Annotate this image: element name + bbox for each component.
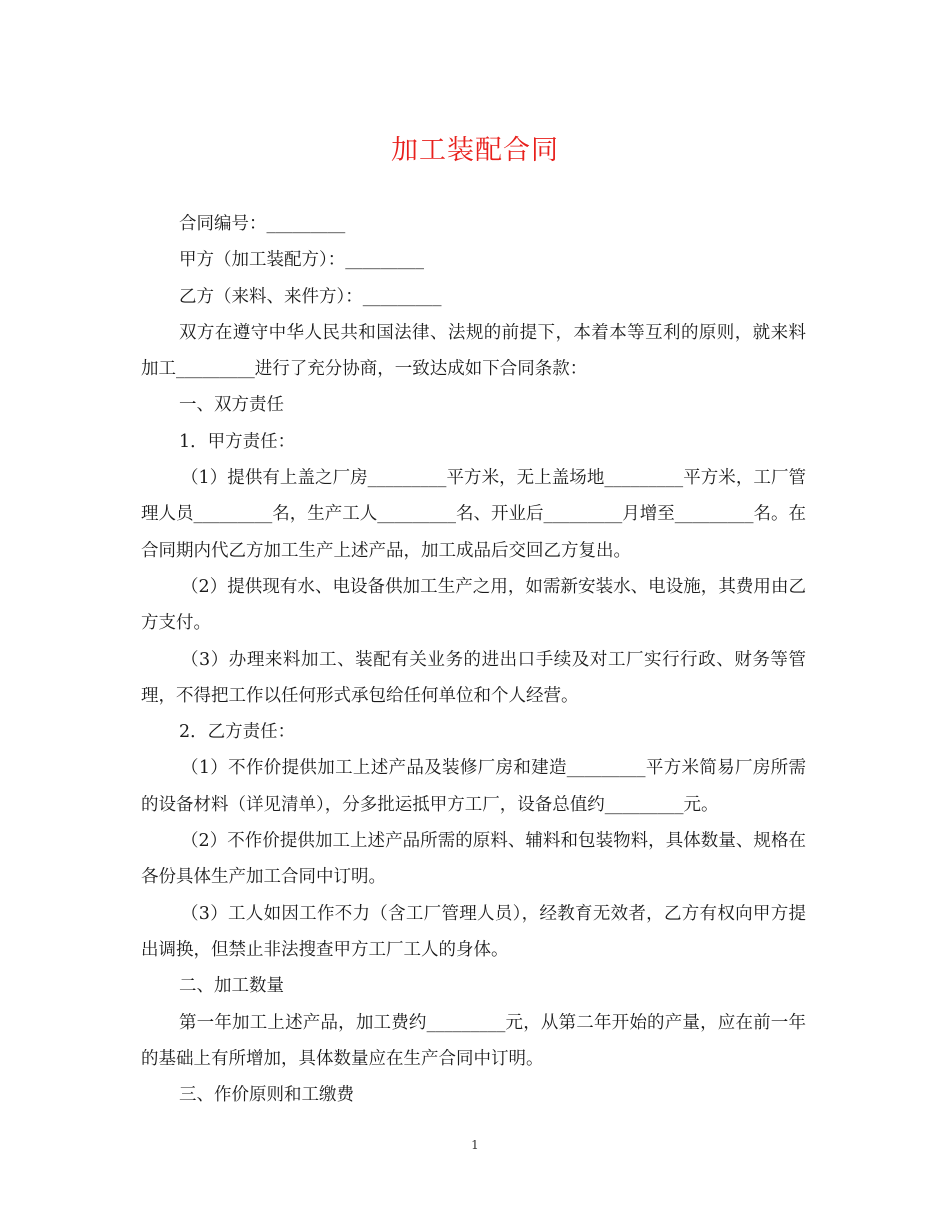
party-a-line: 甲方（加工装配方）：_________ — [179, 250, 424, 271]
document-title: 加工装配合同 — [391, 135, 559, 166]
document-body — [141, 206, 806, 1113]
section-heading-pricing: 三、作价原则和工缴费 — [179, 1085, 354, 1106]
party-b-item-3: （3）工人如因工作不力（含工厂管理人员），经教育无效者，乙方有权向甲方提出调换，但禁止非法搜查甲方工厂工人的身体。 — [141, 903, 806, 960]
party-a-item-2: （2）提供现有水、电设备供加工生产之用，如需新安装水、电设施，其费用由乙方支付。 — [141, 576, 806, 634]
preamble-paragraph: 双方在遵守中华人民共和国法律、法规的前提下，本着本等互利的原则，就来料加工_________进行了充分协商，一致达成如下合同条款： — [141, 322, 806, 380]
party-b-line: 乙方（来料、来件方）：_________ — [179, 286, 442, 307]
section-heading-responsibilities: 一、双方责任 — [179, 395, 284, 416]
subheading-party-a-duties: 1．甲方责任： — [179, 431, 296, 452]
party-a-item-1: （1）提供有上盖之厂房_________平方米，无上盖场地_________平方米，工厂管理人员_________名，生产工人_________名、开业后_________月增至_________名。在合同期内代乙方加工生产上述产品，加工成品后交回乙方复出。 — [141, 468, 806, 561]
contract-number-line: 合同编号：_________ — [179, 214, 346, 234]
party-a-item-3: （3）办理来料加工、装配有关业务的进出口手续及对工厂实行行政、财务等管理，不得把工作以任何形式承包给任何单位和个人经营。 — [141, 649, 806, 706]
party-b-item-1: （1）不作价提供加工上述产品及装修厂房和建造_________平方米简易厂房所需的设备材料（详见清单），分多批运抵甲方工厂，设备总值约_________元。 — [141, 758, 806, 815]
party-b-item-2: （2）不作价提供加工上述产品所需的原料、辅料和包装物料，具体数量、规格在各份具体生产加工合同中订明。 — [141, 831, 806, 888]
quantity-paragraph: 第一年加工上述产品，加工费约_________元，从第二年开始的产量，应在前一年的基础上有所增加，具体数量应在生产合同中订明。 — [141, 1012, 806, 1069]
page-number: 1 — [471, 1138, 479, 1152]
section-heading-quantity: 二、加工数量 — [179, 976, 284, 997]
subheading-party-b-duties: 2．乙方责任： — [179, 722, 296, 743]
